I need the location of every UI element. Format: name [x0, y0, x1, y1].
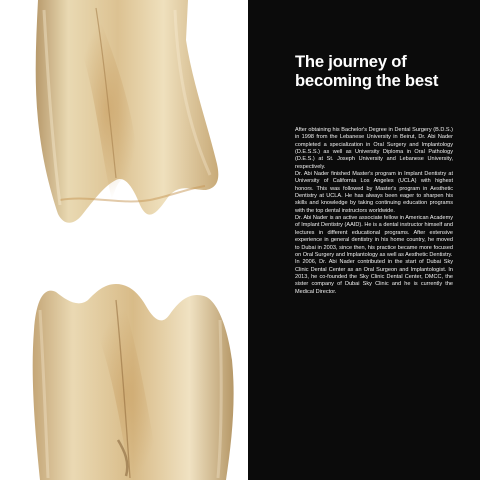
article-paragraph: In 2006, Dr. Abi Nader contributed in the start of Dubai Sky Clinic Dental Center as an Oral Surgeon and Implantologist. In 2013, he co-founded the Sky Clinic Dental Center, DMCC, the sister company of Dubai Sky Clinic and he is currently the Medical Director. — [295, 259, 453, 295]
article-paragraph: Dr. Abi Nader finished Master's program in Implant Dentistry at University of California Los Angeles (UCLA) with highest honors. This was followed by Master's program in Aesthetic Dentistry at UCLA. He has always been eager to sharpen his skills and knowledge by taking continuing education programs with the top dental instructors worldwide. — [295, 171, 453, 214]
article-body — [295, 127, 453, 296]
upper-tooth-image — [36, 0, 219, 223]
lower-tooth-image — [33, 284, 234, 480]
article-panel — [248, 0, 480, 480]
article-paragraph: After obtaining his Bachelor's Degree in Dental Surgery (B.D.S.) in 1998 from the Lebanese University in Beirut, Dr. Abi Nader completed a specialization in Oral Surgery and Implantology (D.E.S.S.) as well as University Diploma in Oral Pathology (D.E.S.) at St. Joseph University and Lebanese University, respectively. — [295, 127, 453, 170]
article-paragraph: Dr. Abi Nader is an active associate fellow in American Academy of Implant Dentistry (AAID). He is a dental instructor himself and lectures in different educational programs. After extensive experience in general dentistry in his home country, he moved to Dubai in 2003, since then, his practice became more focused on Oral Surgery and Implantology as well as Aesthetic Dentistry. — [295, 215, 453, 258]
article-title: The journey of becoming the best — [295, 52, 439, 90]
